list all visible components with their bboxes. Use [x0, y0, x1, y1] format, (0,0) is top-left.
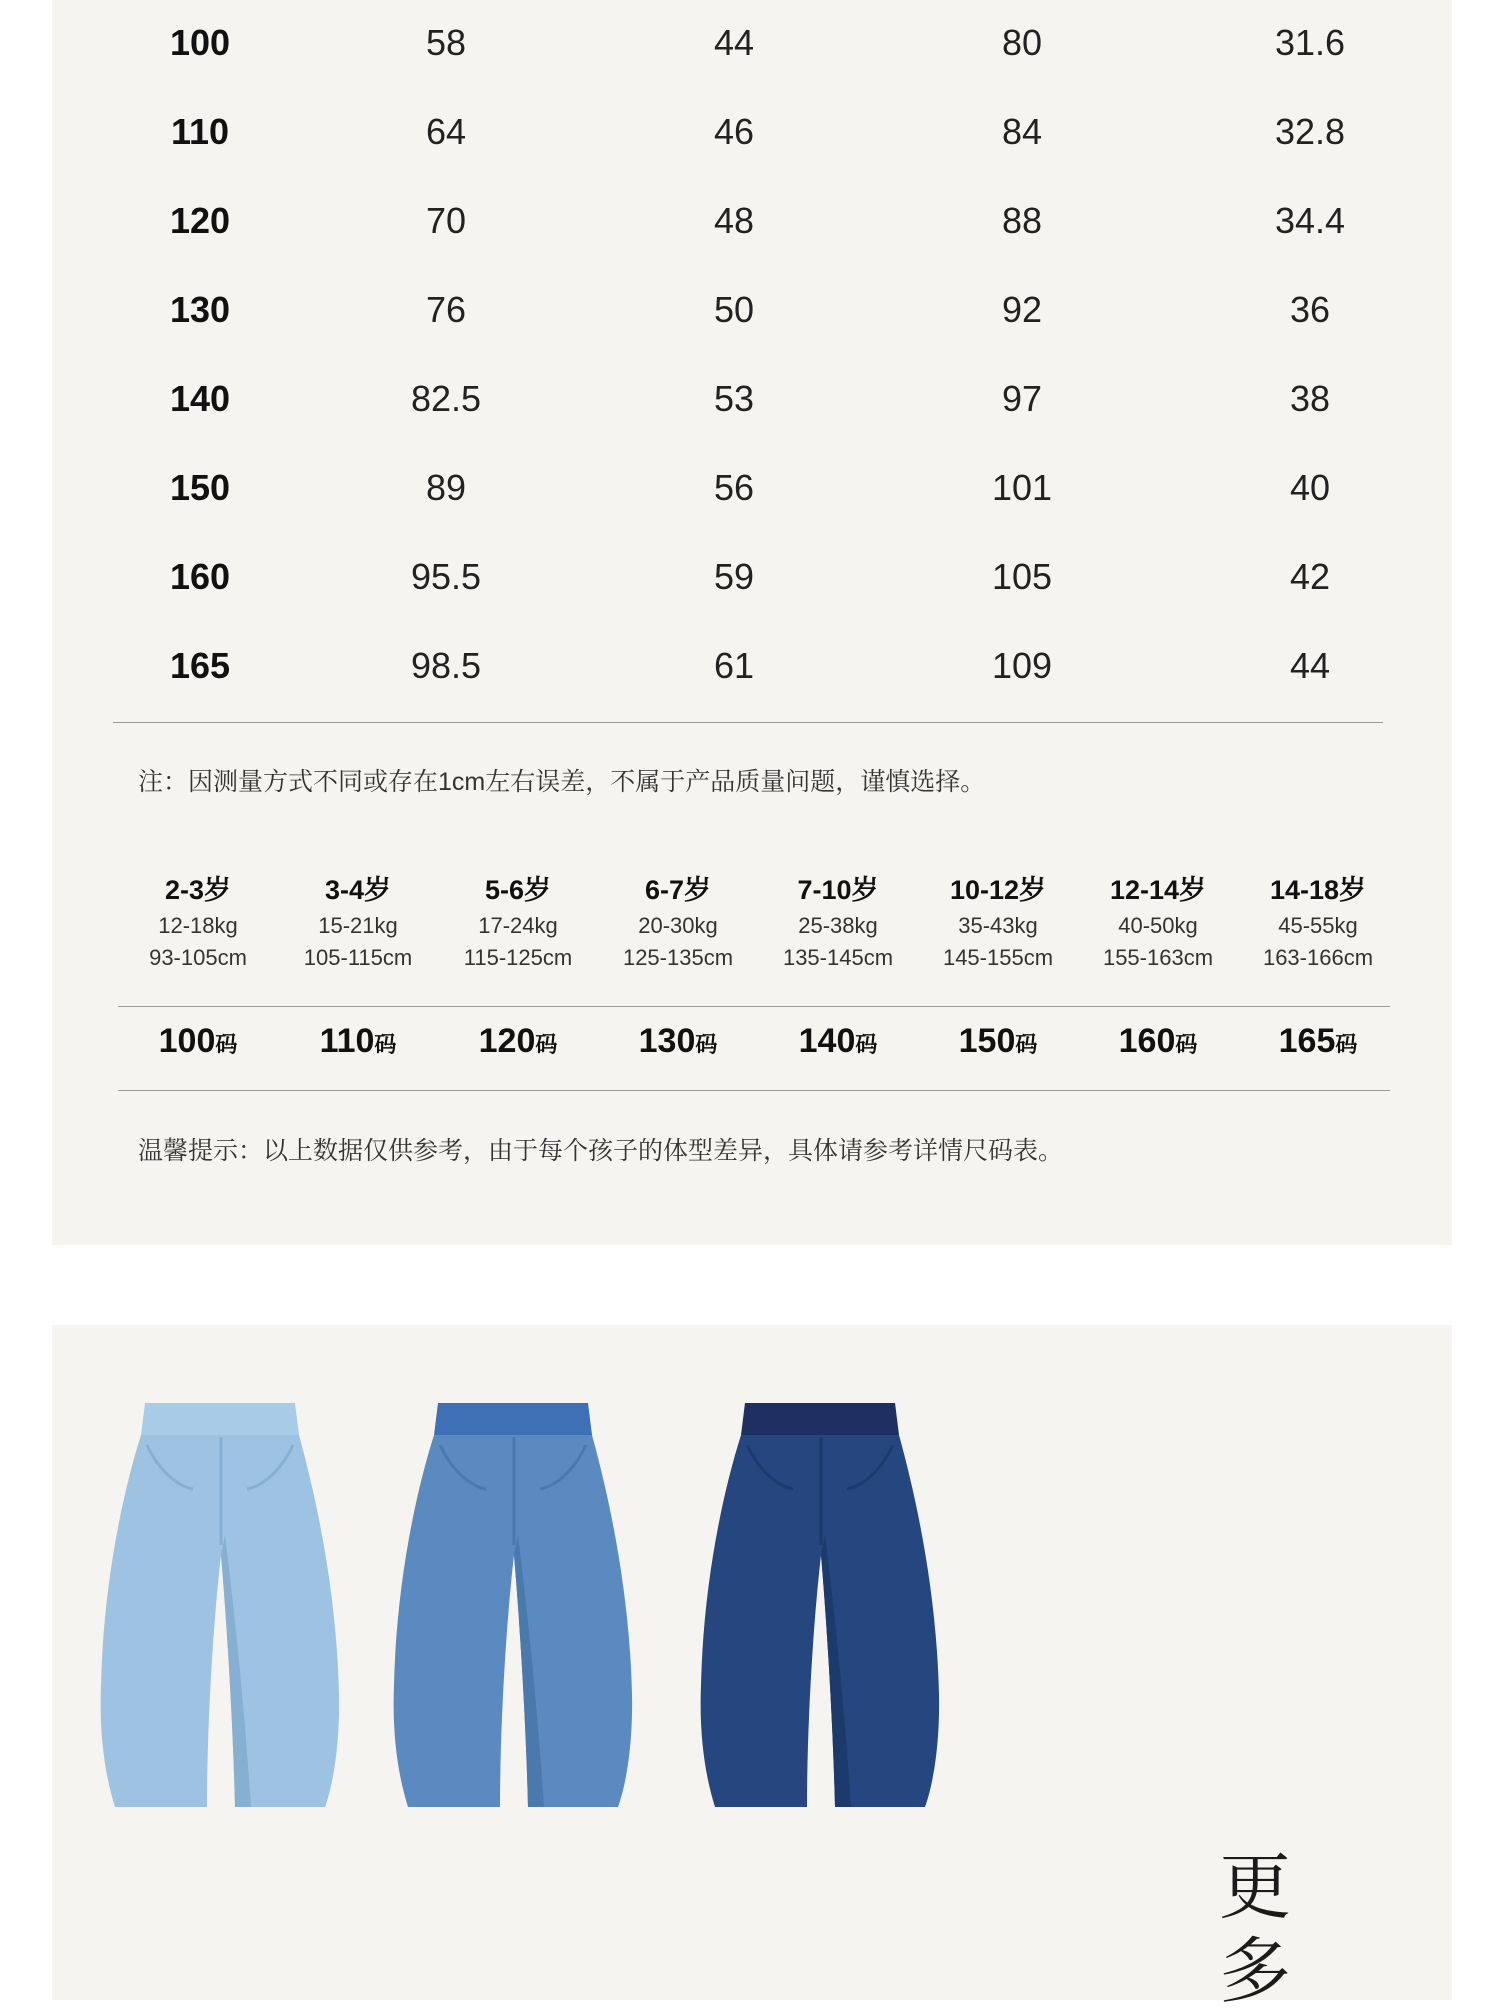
age-height: 125-135cm — [622, 945, 734, 970]
measurement-cell: 32.8 — [1274, 111, 1346, 152]
age-weight: 15-21kg — [318, 913, 398, 938]
measurement-cell: 97 — [1001, 378, 1043, 419]
size-cell: 120 — [169, 200, 231, 241]
measurement-cell: 76 — [425, 289, 467, 330]
measurement-cell: 48 — [713, 200, 755, 241]
measurement-cell: 34.4 — [1274, 200, 1346, 241]
waistband — [434, 1403, 592, 1435]
size-code-suffix: 码 — [374, 1032, 397, 1057]
size-code — [283, 1022, 433, 1061]
size-cell: 160 — [169, 556, 231, 597]
measurement-cell: 38 — [1289, 378, 1331, 419]
size-code — [763, 1022, 913, 1061]
age-label: 7-10岁 — [797, 875, 879, 905]
measurement-cell: 64 — [425, 111, 467, 152]
size-cell: 140 — [169, 378, 231, 419]
measurement-note: 注：因测量方式不同或存在1cm左右误差，不属于产品质量问题，谨慎选择。 — [138, 768, 986, 796]
measurement-cell: 56 — [713, 467, 755, 508]
size-code-suffix: 码 — [1335, 1032, 1358, 1057]
size-code-number: 140 — [798, 1022, 856, 1060]
measurement-cell: 42 — [1289, 556, 1331, 597]
age-guide-item — [1243, 870, 1393, 974]
age-size-guide — [0, 870, 1500, 1090]
age-guide-item — [443, 870, 593, 974]
table-row — [52, 547, 1452, 607]
age-guide-divider-bottom — [118, 1090, 1390, 1091]
size-code-suffix: 码 — [535, 1032, 558, 1057]
size-cell: 130 — [169, 289, 231, 330]
size-code-suffix: 码 — [695, 1032, 718, 1057]
size-code — [443, 1022, 593, 1061]
measurement-cell: 53 — [713, 378, 755, 419]
age-guide-item — [603, 870, 753, 974]
measurement-cell: 105 — [991, 556, 1053, 597]
measurement-cell: 70 — [425, 200, 467, 241]
measurement-cell: 95.5 — [410, 556, 482, 597]
size-code — [123, 1022, 273, 1061]
more-char-2: 多 — [1218, 1929, 1291, 2013]
size-cell: 100 — [169, 22, 231, 63]
age-label: 3-4岁 — [324, 875, 392, 905]
waistband — [741, 1403, 899, 1435]
age-height: 163-166cm — [1262, 945, 1374, 970]
age-weight: 35-43kg — [958, 913, 1038, 938]
size-code-number: 150 — [958, 1022, 1016, 1060]
table-row — [52, 191, 1452, 251]
more-char-1: 更 — [1218, 1845, 1291, 1929]
size-tip: 温馨提示：以上数据仅供参考，由于每个孩子的体型差异，具体请参考详情尺码表。 — [138, 1137, 1064, 1165]
age-height: 115-125cm — [463, 945, 573, 970]
measurement-cell: 88 — [1001, 200, 1043, 241]
age-guide-item — [923, 870, 1073, 974]
table-row — [52, 369, 1452, 429]
measurement-cell: 61 — [713, 645, 755, 686]
table-row — [52, 280, 1452, 340]
measurement-cell: 89 — [425, 467, 467, 508]
measurement-cell: 31.6 — [1274, 22, 1346, 63]
size-code-number: 165 — [1278, 1022, 1336, 1060]
size-code-suffix: 码 — [215, 1032, 238, 1057]
table-row — [52, 102, 1452, 162]
age-label: 12-14岁 — [1109, 875, 1207, 905]
measurement-cell: 40 — [1289, 467, 1331, 508]
age-height: 155-163cm — [1102, 945, 1214, 970]
size-code — [1243, 1022, 1393, 1061]
size-code-suffix: 码 — [1175, 1032, 1198, 1057]
age-label: 10-12岁 — [949, 875, 1047, 905]
size-code-number: 120 — [478, 1022, 536, 1060]
age-weight: 45-55kg — [1278, 913, 1358, 938]
age-label: 6-7岁 — [644, 875, 712, 905]
size-code-number: 110 — [319, 1022, 375, 1060]
size-code-number: 130 — [638, 1022, 696, 1060]
size-code-number: 100 — [158, 1022, 216, 1060]
age-weight: 17-24kg — [478, 913, 558, 938]
measurement-cell: 44 — [1289, 645, 1331, 686]
age-guide-item — [283, 870, 433, 974]
measurement-cell: 101 — [991, 467, 1053, 508]
age-guide-item — [1083, 870, 1233, 974]
age-guide-divider-top — [118, 1006, 1390, 1007]
measurement-cell: 58 — [425, 22, 467, 63]
size-code — [1083, 1022, 1233, 1061]
age-height: 145-155cm — [942, 945, 1054, 970]
measurement-cell: 98.5 — [410, 645, 482, 686]
dark-wash-jeans-icon[interactable] — [685, 1395, 955, 1825]
size-code-suffix: 码 — [1015, 1032, 1038, 1057]
size-code-number: 160 — [1118, 1022, 1176, 1060]
table-row — [52, 636, 1452, 696]
measurement-cell: 36 — [1289, 289, 1331, 330]
measurement-cell: 80 — [1001, 22, 1043, 63]
measurement-cell: 50 — [713, 289, 755, 330]
age-height: 135-145cm — [782, 945, 894, 970]
table-row — [52, 13, 1452, 73]
measurement-cell: 44 — [713, 22, 755, 63]
age-weight: 40-50kg — [1118, 913, 1198, 938]
waistband — [141, 1403, 299, 1435]
age-label: 2-3岁 — [164, 875, 232, 905]
size-cell: 165 — [169, 645, 231, 686]
size-code — [923, 1022, 1073, 1061]
age-weight: 20-30kg — [638, 913, 718, 938]
age-guide-item — [123, 870, 273, 974]
measurement-cell: 82.5 — [410, 378, 482, 419]
size-table — [52, 0, 1452, 740]
measurement-cell: 46 — [713, 111, 755, 152]
table-bottom-divider — [113, 722, 1383, 723]
age-label: 5-6岁 — [484, 875, 552, 905]
medium-wash-jeans-icon[interactable] — [378, 1395, 648, 1825]
more-label[interactable] — [1215, 1845, 1295, 2013]
size-code — [603, 1022, 753, 1061]
age-weight: 25-38kg — [798, 913, 878, 938]
measurement-cell: 59 — [713, 556, 755, 597]
size-cell: 110 — [170, 111, 230, 152]
age-height: 93-105cm — [149, 945, 247, 970]
table-row — [52, 458, 1452, 518]
age-guide-item — [763, 870, 913, 974]
age-label: 14-18岁 — [1269, 875, 1367, 905]
age-weight: 12-18kg — [158, 913, 238, 938]
age-height: 105-115cm — [303, 945, 413, 970]
size-cell: 150 — [169, 467, 231, 508]
measurement-cell: 84 — [1001, 111, 1043, 152]
measurement-cell: 92 — [1001, 289, 1043, 330]
measurement-cell: 109 — [991, 645, 1053, 686]
size-code-suffix: 码 — [855, 1032, 878, 1057]
light-wash-jeans-icon[interactable] — [85, 1395, 355, 1825]
